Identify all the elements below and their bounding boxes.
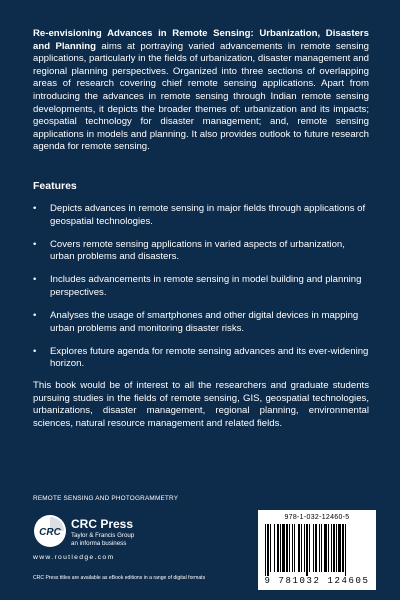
features-list <box>33 203 369 381</box>
barcode-bar <box>301 524 302 572</box>
barcode-bar <box>336 524 337 572</box>
barcode-bar <box>265 524 266 576</box>
feature-item <box>33 346 369 371</box>
feature-item <box>33 203 369 228</box>
barcode-bar <box>280 524 281 572</box>
publisher-group-line2: an informa business <box>71 539 127 547</box>
publisher-url: www.routledge.com <box>33 554 115 561</box>
barcode-bar <box>331 524 332 572</box>
bullet-icon: • <box>33 238 37 250</box>
intro-body: aims at portraying varied advancements in remote sensing applications, particularly in the fields of urbanization, disaster management and regional planning perspectives. Organized into three sections of overlapping areas of research covering chief remote sensing applications. Apart from introducing the advances in remote sensing through Indian remote sensing developments, it depicts the broader themes of: urbanization and its impacts; geospatial technology for disaster management; and, remote sensing applications in models and planning. It also provides outlook to future research agenda for remote sensing. <box>33 40 369 153</box>
crc-logo-icon <box>33 514 67 548</box>
barcode-bar <box>338 524 341 572</box>
barcode-bar <box>286 524 288 572</box>
bullet-icon: • <box>33 274 37 286</box>
series-name: REMOTE SENSING AND PHOTOGRAMMETRY <box>33 495 179 502</box>
feature-text: Depicts advances in remote sensing in major fields through applications of geospatial technologies. <box>50 203 366 227</box>
barcode-bar <box>282 524 285 572</box>
barcode-digits: 9 781032 124605 <box>264 576 370 586</box>
intro-paragraph <box>33 28 369 154</box>
barcode-bar <box>294 524 295 572</box>
barcode-bar <box>313 524 314 572</box>
barcode-bar <box>342 524 344 572</box>
ebook-note: CRC Press titles are available as eBook editions in a range of digital formats <box>33 575 206 582</box>
feature-text: Analyses the usage of smartphones and other digital devices in mapping urban problems and monitoring disaster risks. <box>50 310 359 334</box>
feature-text: Includes advancements in remote sensing in model building and planning perspectives. <box>50 274 362 298</box>
barcode-bar <box>267 524 269 576</box>
feature-item <box>33 239 369 264</box>
bullet-icon: • <box>33 345 37 357</box>
crc-logo-text: CRC <box>39 527 61 538</box>
features-heading: Features <box>33 180 77 192</box>
isbn-label: 978-1-032-12460-5 <box>284 514 350 521</box>
barcode-bar <box>306 524 308 576</box>
book-title: Re-envisioning Advances in Remote Sensing: Urbanization, Disasters and Planning <box>33 28 369 52</box>
barcode-bar <box>315 524 317 572</box>
bullet-icon: • <box>33 203 37 214</box>
barcode-bar <box>277 524 279 572</box>
publisher-group <box>71 532 134 547</box>
barcode-bar <box>304 524 305 572</box>
barcode-bar <box>309 524 310 572</box>
audience-paragraph: This book would be of interest to all the researchers and graduate students pursuing studies in the fields of remote sensing, GIS, geospatial technologies, urbanizations, disaster management, regional planning, environmental sciences, natural resource management and related fields. <box>33 380 369 429</box>
barcode-bar <box>328 524 329 572</box>
feature-item <box>33 310 369 335</box>
barcode-bar <box>270 524 271 572</box>
barcode-bar <box>292 524 293 572</box>
barcode-bar <box>298 524 300 572</box>
bullet-icon: • <box>33 310 37 322</box>
barcode-bar <box>345 524 346 576</box>
barcode-bar <box>333 524 335 572</box>
barcode-bars <box>264 524 370 576</box>
publisher-block <box>33 514 203 564</box>
publisher-group-line1: Taylor & Francis Group <box>71 532 135 539</box>
barcode <box>258 510 376 590</box>
feature-item <box>33 274 369 299</box>
barcode-bar <box>321 524 322 572</box>
feature-text: Covers remote sensing applications in varied aspects of urbanization, urban problems and disasters. <box>50 238 345 263</box>
feature-text: Explores future agenda for remote sensing advances and its ever-widening horizon. <box>50 345 369 370</box>
publisher-name: CRC Press <box>71 517 134 531</box>
barcode-bar <box>289 524 290 572</box>
barcode-bar <box>324 524 327 572</box>
barcode-bar <box>274 524 275 572</box>
barcode-bar <box>319 524 320 572</box>
